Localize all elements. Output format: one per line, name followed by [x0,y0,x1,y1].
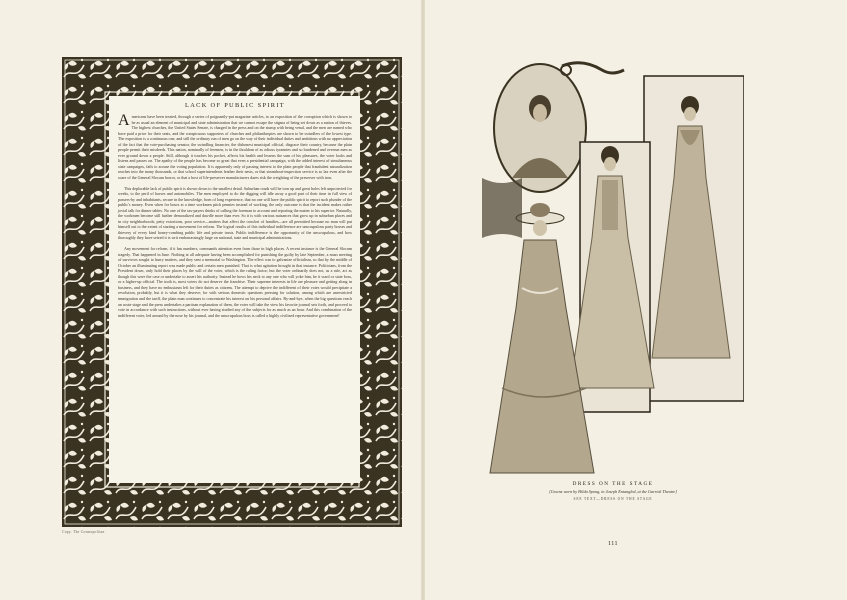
photo-credit: Copy. The Cosmopolitan [62,530,105,534]
page-gutter [421,0,425,600]
page-number: 111 [607,541,619,547]
illustration-caption-reference: SEE TEXT—DRESS ON THE STAGE [573,497,653,501]
paragraph-1-text: mericans have been treated, through a series of poignantly-put magazine articles, to an exposition of the corruption which is shown to be as usual an element of municipal and state administration that we cannot escape the stigma of being set down as a nation of thieves. The highest churches, the United States Senate, is charged in the press and on the stump with being venal, and the men are named who have paid a price for their seats, and the conspicuous supporters of churches and philanthropies are shown to be swindlers of the lowest type. The exposition is a continuous one, and still the ordinary run of men go on the way of their individual duties and ambitions with no appreciation of the fact that the vote-purchasing senator, the swindling financier, the dishonest municipal official, disgrace their country, because the plain people permit their misdeeds. This nation, nominally of freemen, is in the thraldom of as odious tyrannies and so burdened and overrun men as ever ground down a people. Still, although it touches his pocket, affects his health and lessens the sum of his pleasures, the voter looks and listens and passes on. The apathy of the people has become so great that even a presidential campaign, with the added interest of simultaneous state campaigns, fails to arouse the voting population. It is apparently only of passing interest to the plain people that fraudulent naturalization reaches into the many thousands, or that school superintendents feather their nests, or that steamboat-inspection service is so lax even after the scare of the General Slocum horror, or that a host of life-preserver manufacturers dares risk the weighting of the preserver with iron. [118,114,352,181]
fashion-illustration [482,58,744,478]
article-paragraph-2: This deplorable lack of public spirit is shown down to the smallest detail. Suburban roads will be torn up and great holes left unprotected for weeks, to the peril of horses and automobiles. The men employed to do the digging will idle away a good part of their time in full view of passers-by and inhabitants, secure in the knowledge, born of long experience, that no one will have the public spirit to report such plunder of the public's money. Even when for hours at a time workmen pitch pennies instead of working, the only outcome is that the incident makes rather jovial talk for dinner tables. No one of the tax-payers thinks of calling the foreman to account and reporting the matter to his superior. Naturally, the workmen become still further demoralized and dawdle more than ever. So it is with various nuisances that grow up in suburban places and in city neighborhoods; petty extortions, poor service—matters that affect the comfort of families—are all permitted because no man will put himself out to the extent of starting a movement for reform. The logical results of this individual indifference are unscrupulous party bosses and thievery of every kind honey-combing public life and private trusts. Public indifference is the opportunity of the unscrupulous, and how thoroughly they have seized it is writ embarrassingly large on national, state and municipal administrations. [118,185,352,241]
drop-cap: A [118,112,130,129]
illustration-caption-subtitle: [Gowns worn by Hilda Spong, in Joseph Entangled, at the Garrick Theatre] [549,489,677,494]
article-text-block [109,96,360,483]
portrait-face [533,104,547,122]
illustration-caption-title: DRESS ON THE STAGE [572,481,654,487]
article-title: LACK OF PUBLIC SPIRIT [185,102,285,109]
article-paragraph-1 [118,114,352,181]
article-paragraph-3: Any movement for reform, if it has numbers, commands attention even from those in high places. A recent instance is the General Slocum tragedy. That happened in June. Nothing at all adequate having been accomplished for punishing the guilty by late September, a mass meeting of survivors sought to hurry matters, and they sent a memorial to Washington. The effect was to galvanize officialism, so that by the middle of October an illuminating report was made public and certain men punished. That is what agitation brought in that instance. Politicians, from the President down, only hold their places by the will of the voter, which is the ruling factor; but the voter ordinarily does not, as a rule, act as though this were the case or undertake to assert his authority. Instead he bows his neck to any one who will yoke him, be it ward or state boss, or a higher-up official. The truth is, most voters do not deserve the franchise. Their supreme interests in life are pleasure and getting along in business, and they have no enthusiasm left for their duties as citizens. The attempt to deprive the indifferent of their votes would precipitate a revolution, probably, but it is what they deserve; for with serious domestic questions pressing for solution, among which are unrestricted immigration and the tariff, the plain man continues to concentrate his interest on his personal affairs. By-and-bye, when the big questions reach an acute stage and the press undertakes a partisan explanation of them, the voter will take the view his favorite journal sets forth, and proceed to vote in accordance with such instructions, without ever having studied any of the subjects for as much as an hour. And this combination of the indifferent voter, led around by the nose by his journal, and the unscrupulous boss is called a highly civilized representative government! [118,246,352,318]
